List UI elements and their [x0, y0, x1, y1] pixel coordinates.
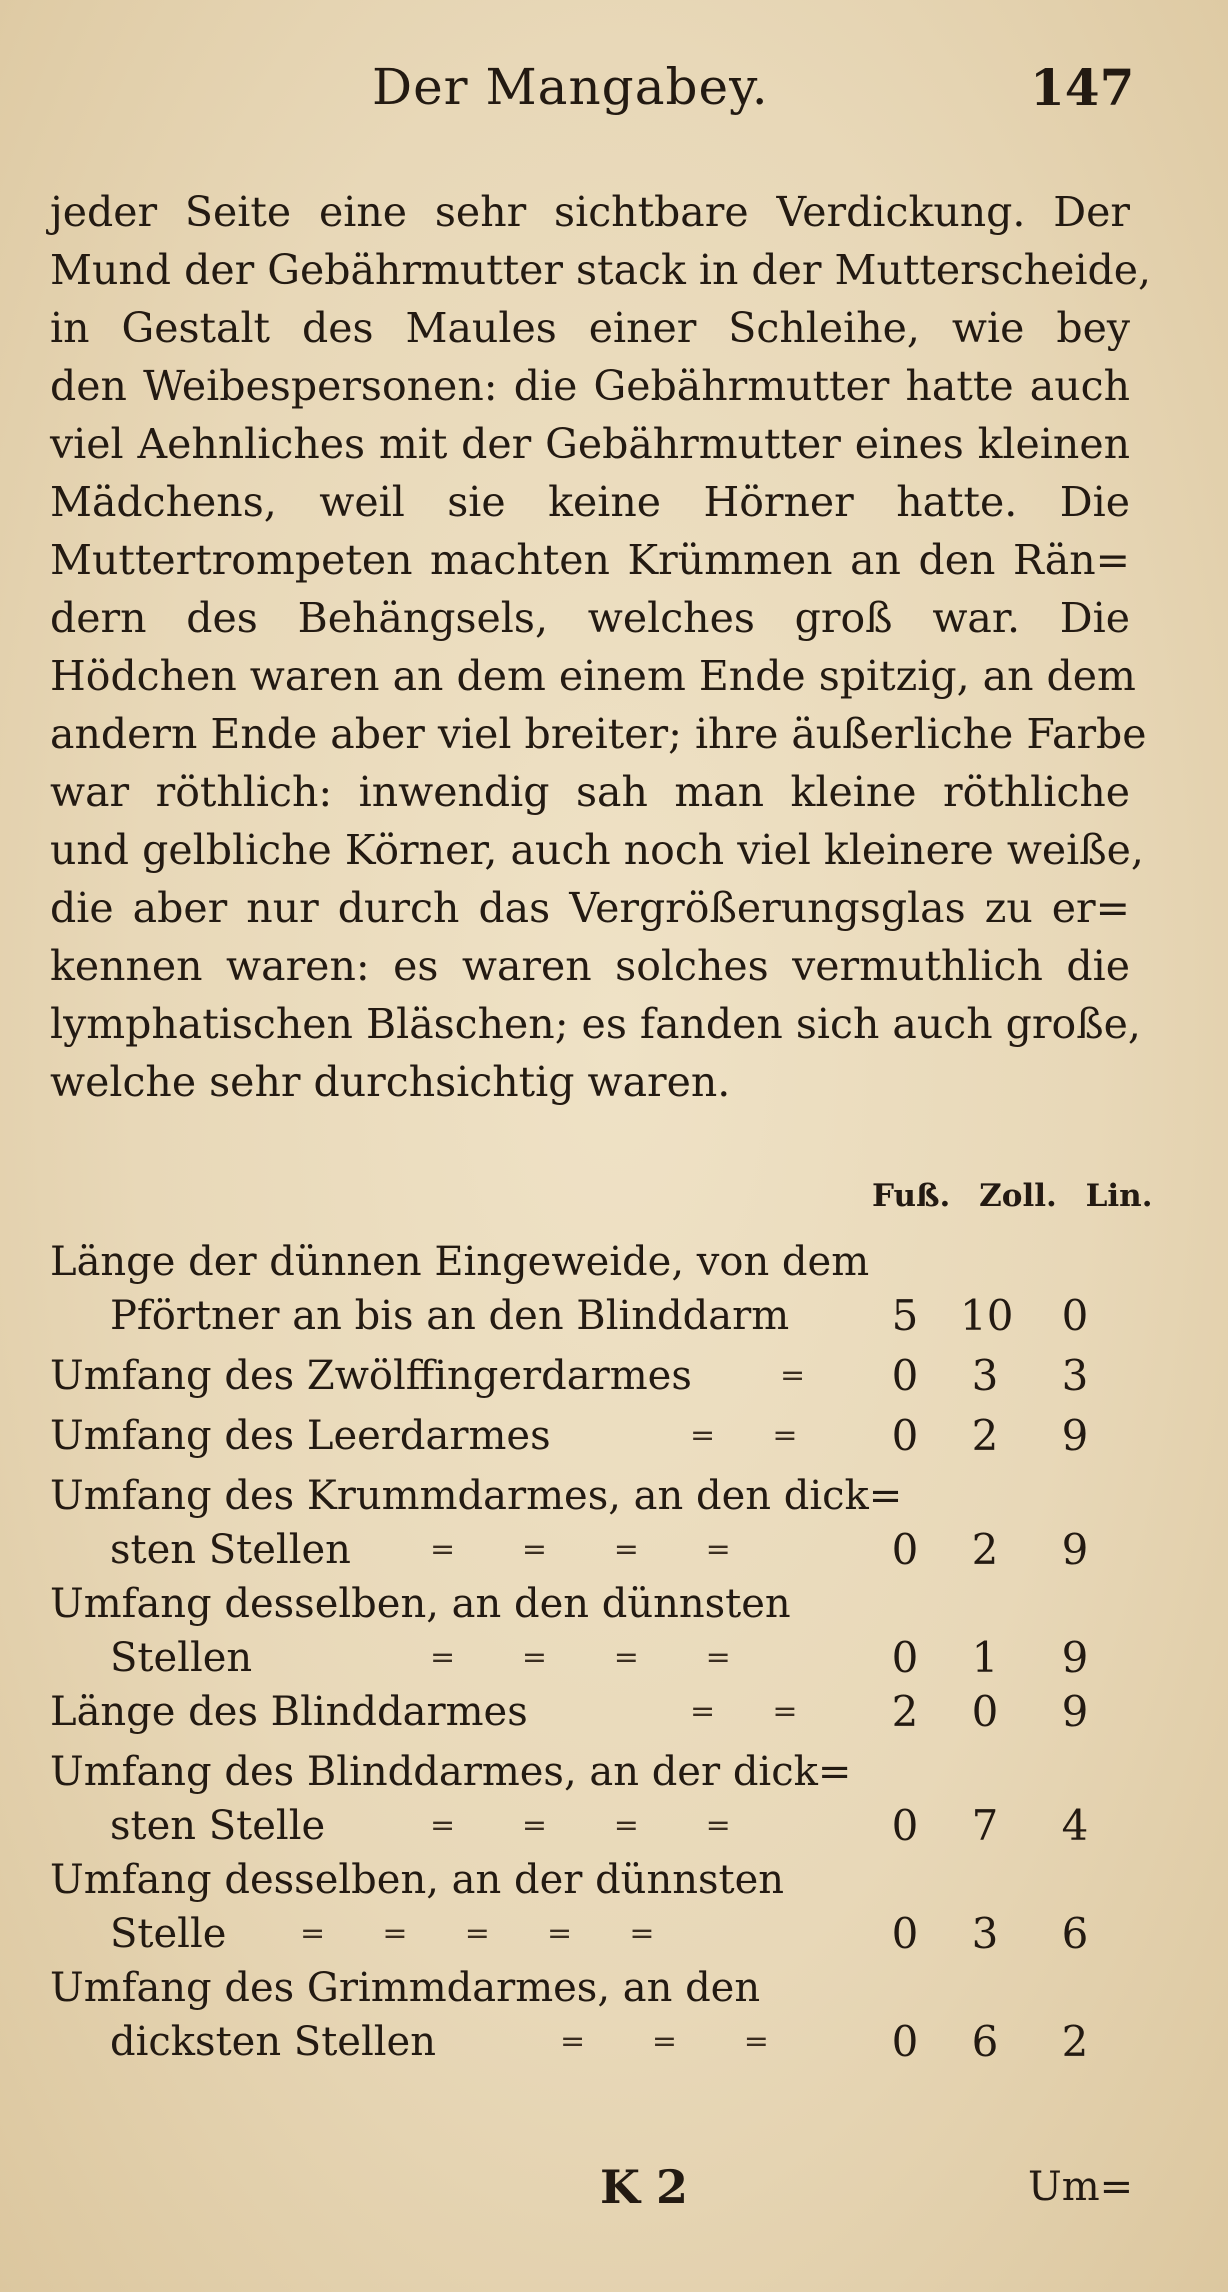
table-row [50, 1961, 1150, 2015]
unit-lines: Lin. [1085, 1178, 1153, 1214]
table-row [50, 1853, 1150, 1907]
row-label: Stellen [110, 1635, 253, 1681]
text-line: kennen waren: es waren solches vermuthlich die [50, 942, 1130, 990]
value-inches: 3 [971, 1909, 999, 1958]
value-feet: 0 [891, 1411, 919, 1460]
text-line: und gelbliche Körner, auch noch viel kleinere weiße, [50, 826, 1144, 874]
table-row [50, 1469, 1150, 1523]
table-row [50, 1577, 1150, 1631]
table-row [50, 1349, 1150, 1403]
text-line: viel Aehnliches mit der Gebährmutter eines kleinen [50, 420, 1130, 468]
measurement-table [50, 1235, 1150, 2069]
value-lines: 2 [1061, 2017, 1089, 2066]
value-feet: 0 [891, 1351, 919, 1400]
row-label: Umfang des Zwölffingerdarmes [50, 1353, 692, 1399]
value-lines: 9 [1061, 1687, 1089, 1736]
value-lines: 9 [1061, 1633, 1089, 1682]
row-dots: = = [690, 1418, 798, 1453]
table-row [50, 1745, 1150, 1799]
row-dots: = = = = [430, 1532, 731, 1567]
value-feet: 5 [891, 1291, 919, 1340]
row-label: Länge des Blinddarmes [50, 1689, 528, 1735]
table-row [50, 1685, 1150, 1739]
row-label: Länge der dünnen Eingeweide, von dem [50, 1239, 870, 1285]
text-line: jeder Seite eine sehr sichtbare Verdickung. Der [50, 188, 1130, 236]
text-line: lymphatischen Bläschen; es fanden sich auch große, [50, 1000, 1141, 1048]
value-inches: 7 [971, 1801, 999, 1850]
table-row [50, 1631, 1150, 1685]
value-lines: 0 [1061, 1291, 1089, 1340]
row-label: Umfang des Grimmdarmes, an den [50, 1965, 761, 2011]
row-label: sten Stelle [110, 1803, 326, 1849]
value-inches: 1 [971, 1633, 999, 1682]
value-inches: 10 [960, 1291, 1014, 1340]
value-inches: 2 [971, 1411, 999, 1460]
text-line: welche sehr durchsichtig waren. [50, 1058, 731, 1106]
catchword: Um= [1028, 2164, 1134, 2210]
page-number: 147 [1030, 58, 1135, 117]
value-feet: 0 [891, 1525, 919, 1574]
table-row [50, 1235, 1150, 1289]
unit-inches: Zoll. [979, 1178, 1057, 1214]
text-line: war röthlich: inwendig sah man kleine röthliche [50, 768, 1130, 816]
table-row [50, 1523, 1150, 1577]
text-line: in Gestalt des Maules einer Schleihe, wie bey [50, 304, 1130, 352]
table-row [50, 1289, 1150, 1343]
text-line: Mund der Gebährmutter stack in der Mutterscheide, [50, 246, 1152, 294]
row-label: sten Stellen [110, 1527, 351, 1573]
row-label: Umfang des Blinddarmes, an der dick= [50, 1749, 852, 1795]
value-feet: 0 [891, 2017, 919, 2066]
text-line: andern Ende aber viel breiter; ihre äußerliche Farbe [50, 710, 1147, 758]
row-dots: = = = = = [300, 1916, 655, 1951]
value-lines: 3 [1061, 1351, 1089, 1400]
running-title: Der Mangabey. [372, 58, 769, 116]
table-units-header [872, 1178, 1171, 1214]
value-inches: 3 [971, 1351, 999, 1400]
table-row [50, 1907, 1150, 1961]
row-label: Stelle [110, 1911, 227, 1957]
row-label: Umfang desselben, an der dünnsten [50, 1857, 785, 1903]
text-line: Mädchens, weil sie keine Hörner hatte. Die [50, 478, 1130, 526]
table-row [50, 1409, 1150, 1463]
signature-mark: K 2 [600, 2160, 689, 2214]
row-dots: = [780, 1358, 806, 1393]
text-line: Hödchen waren an dem einem Ende spitzig, an dem [50, 652, 1136, 700]
value-feet: 2 [891, 1687, 919, 1736]
text-line: dern des Behängsels, welches groß war. Die [50, 594, 1130, 642]
row-label: dicksten Stellen [110, 2019, 436, 2065]
value-inches: 0 [971, 1687, 999, 1736]
value-inches: 2 [971, 1525, 999, 1574]
table-row [50, 2015, 1150, 2069]
page-header [0, 40, 1228, 120]
body-paragraph [50, 183, 1152, 1111]
text-line: Muttertrompeten machten Krümmen an den Rän= [50, 536, 1130, 584]
text-line: den Weibespersonen: die Gebährmutter hatte auch [50, 362, 1130, 410]
row-label: Umfang des Leerdarmes [50, 1413, 551, 1459]
unit-feet: Fuß. [872, 1178, 951, 1214]
row-label: Umfang des Krummdarmes, an den dick= [50, 1473, 903, 1519]
row-dots: = = = = [430, 1640, 731, 1675]
table-row [50, 1799, 1150, 1853]
row-label: Umfang desselben, an den dünnsten [50, 1581, 791, 1627]
text-line: die aber nur durch das Vergrößerungsglas zu er= [50, 884, 1130, 932]
page-footer [0, 2160, 1228, 2230]
value-lines: 4 [1061, 1801, 1089, 1850]
row-dots: = = = = [430, 1808, 731, 1843]
row-label: Pförtner an bis an den Blinddarm [110, 1293, 790, 1339]
value-inches: 6 [971, 2017, 999, 2066]
row-dots: = = [690, 1694, 798, 1729]
row-dots: = = = [560, 2024, 769, 2059]
value-feet: 0 [891, 1801, 919, 1850]
value-feet: 0 [891, 1633, 919, 1682]
value-lines: 9 [1061, 1525, 1089, 1574]
value-lines: 9 [1061, 1411, 1089, 1460]
value-lines: 6 [1061, 1909, 1089, 1958]
value-feet: 0 [891, 1909, 919, 1958]
